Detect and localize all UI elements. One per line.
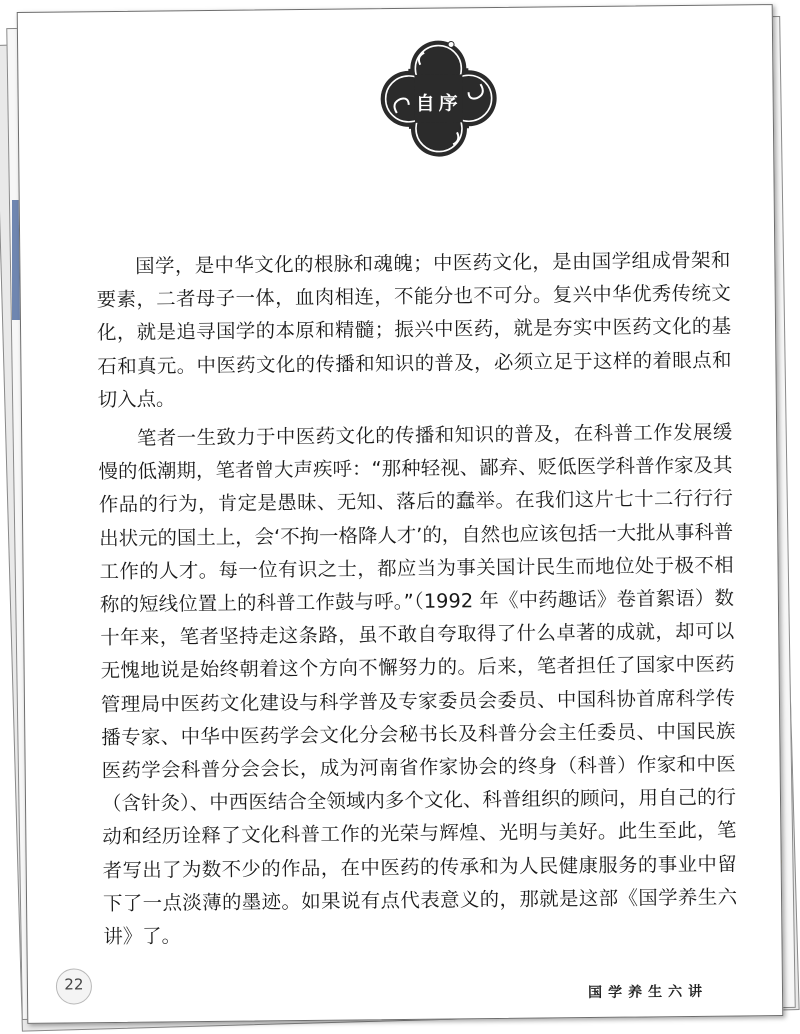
page-number-badge bbox=[56, 968, 92, 1004]
page-number: 22 bbox=[64, 975, 84, 994]
running-footer-title: 国学养生六讲 bbox=[587, 983, 709, 1002]
section-title: 自序 bbox=[415, 92, 462, 115]
paragraph: 笔者一生致力于中医药文化的传播和知识的普及，在科普工作发展缓慢的低潮期，笔者曾大声疾呼：“那种轻视、鄙弃、贬低医学科普作家及其作品的行为，肯定是愚昧、无知、落后的蠢举。在我们这片七十二行行行出状元的国土上，会‘不拘一格降人才’的，自然也应该包括一大批从事科普工作的人才。每一位有识之士，都应当为事关国计民生而地位处于极不相称的短线位置上的科普工作鼓与呼。”（1992 年《中药趣话》卷首絮语）数十年来，笔者坚持走这条路，虽不敢自夸取得了什么卓著的成就，却可以无愧地说是始终朝着这个方向不懈努力的。后来，笔者担任了国家中医药管理局中医药文化建设与科学普及专家委员会委员、中国科协首席科学传播专家、中华中医药学会文化分会秘书长及科普分会主任委员、中国民族医药学会科普分会会长，成为河南省作家协会的终身（科普）作家和中医（含针灸）、中西医结合全领域内多个文化、科普组织的顾问，用自己的行动和经历诠释了文化科普工作的光荣与辉煌、光明与美好。此生至此，笔者写出了为数不少的作品，在中医药的传承和为人民健康服务的事业中留下了一点淡薄的墨迹。如果说有点代表意义的，那就是这部《国学养生六讲》了。 bbox=[98, 420, 738, 949]
article-body bbox=[96, 244, 737, 960]
book-page bbox=[17, 4, 784, 1024]
paragraph: 国学，是中华文化的根脉和魂魄；中医药文化，是由国学组成骨架和要素，二者母子一体，血肉相连，不能分也不可分。复兴中华优秀传统文化，就是追寻国学的本原和精髓；振兴中医药，就是夯实中医药文化的基石和真元。中医药文化的传播和知识的普及，必须立足于这样的着眼点和切入点。 bbox=[96, 248, 732, 411]
